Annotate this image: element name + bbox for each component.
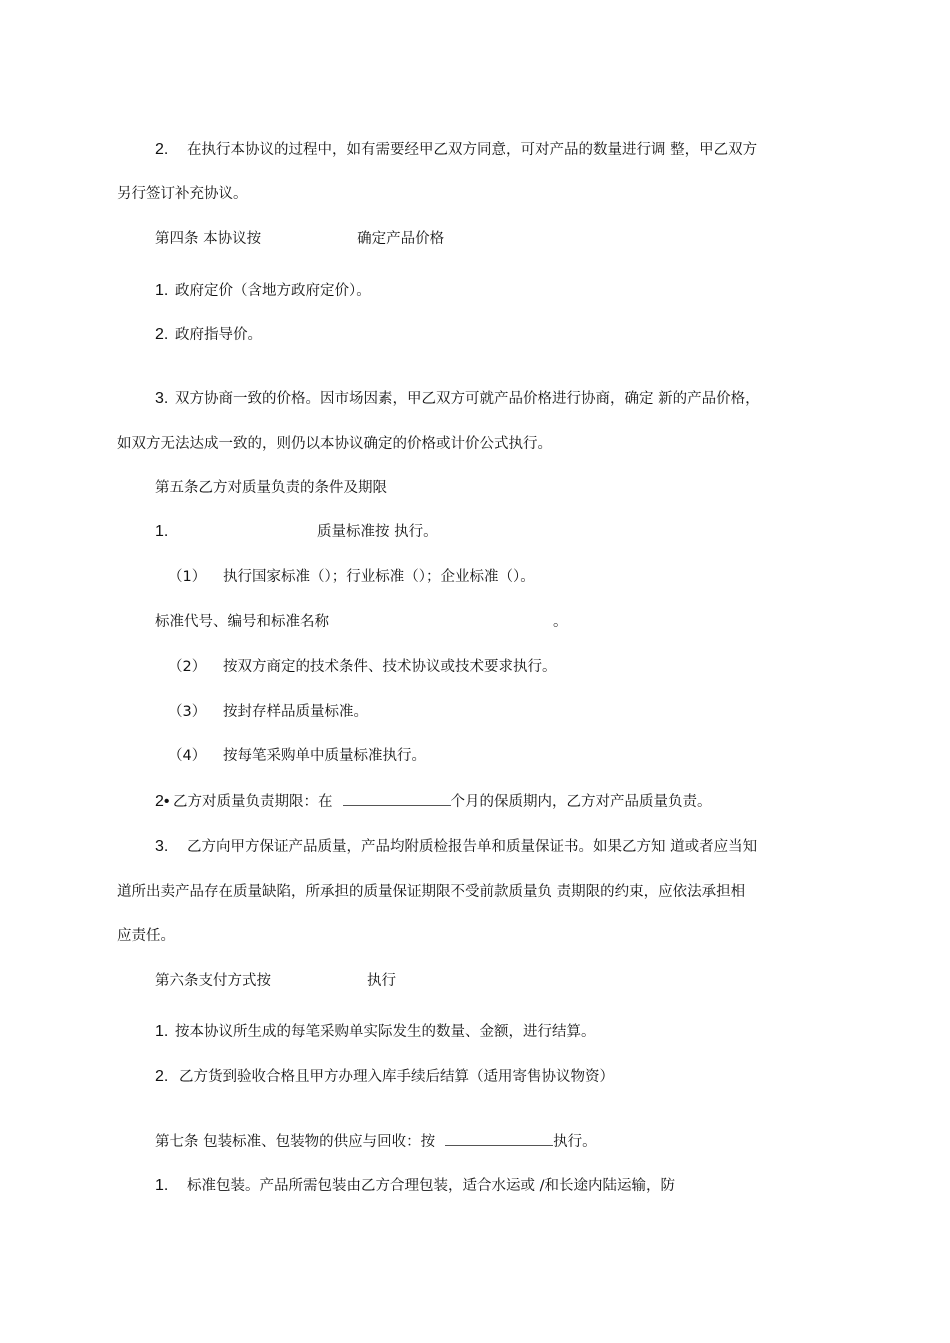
clause4-title	[155, 229, 444, 249]
clause6-title	[155, 971, 396, 991]
fill-in-blank	[445, 1131, 553, 1146]
paragraph-text: 乙方货到验收合格且甲方办理入库手续后结算（适用寄售协议物资）	[179, 1069, 614, 1085]
item-number: 2•	[155, 793, 170, 810]
clause6-item2	[155, 1067, 614, 1087]
heading-text: 第五条乙方对质量负责的条件及期限	[155, 480, 387, 496]
clause6-item1	[155, 1022, 596, 1042]
paragraph-text: 按每笔采购单中质量标准执行。	[223, 748, 426, 764]
paragraph-text: 应责任。	[117, 928, 175, 944]
heading-text: 执行。	[553, 1134, 597, 1150]
paragraph-text: 按双方商定的技术条件、技术协议或技术要求执行。	[223, 659, 557, 675]
paragraph-text: 标准包装。产品所需包装由乙方合理包装，适合水运或 /和长途内陆运输，防	[187, 1178, 675, 1194]
clause3-item2-line1	[155, 140, 757, 160]
sub-item-number: （1）	[168, 569, 207, 585]
paragraph-text: 乙方向甲方保证产品质量，产品均附质检报告单和质量保证书。如果乙方知 道或者应当知	[187, 839, 758, 855]
sub-item-number: （4）	[168, 748, 207, 764]
heading-text: 第七条 包装标准、包装物的供应与回收：按	[155, 1134, 436, 1150]
paragraph-text: 政府指导价。	[175, 327, 262, 343]
paragraph-text: 政府定价（含地方政府定价）。	[175, 283, 371, 299]
clause5-standard-name-line	[155, 612, 568, 632]
item-number: 1.	[155, 1177, 169, 1194]
heading-text: 执行	[367, 973, 396, 989]
heading-text: 第四条 本协议按	[155, 231, 262, 247]
paragraph-text: 道所出卖产品存在质量缺陷，所承担的质量保证期限不受前款质量负 责期限的约束，应依法承担相	[117, 884, 746, 900]
paragraph-text: 双方协商一致的价格。因市场因素，甲乙双方可就产品价格进行协商，确定 新的产品价格，	[175, 391, 760, 407]
clause5-item3-line3	[117, 926, 175, 946]
item-number: 1.	[155, 1023, 169, 1040]
clause7-title	[155, 1131, 597, 1152]
clause5-title	[155, 478, 387, 498]
punctuation: 。	[553, 614, 568, 630]
clause4-item2	[155, 325, 262, 345]
clause5-sub2	[168, 657, 557, 677]
paragraph-text: 执行国家标准（）；行业标准（）；企业标准（）。	[223, 569, 535, 585]
paragraph-text: 另行签订补充协议。	[117, 186, 248, 202]
item-number: 3.	[155, 838, 169, 855]
sub-item-number: （3）	[168, 704, 207, 720]
clause3-item2-line2	[117, 184, 248, 204]
paragraph-text: 质量标准按 执行。	[317, 524, 438, 540]
heading-text: 确定产品价格	[357, 231, 445, 247]
clause5-item2	[155, 791, 712, 812]
clause5-item3-line1	[155, 837, 757, 857]
heading-text: 第六条支付方式按	[155, 973, 271, 989]
clause5-item1	[155, 522, 438, 542]
clause4-item1	[155, 281, 371, 301]
paragraph-text: 在执行本协议的过程中，如有需要经甲乙双方同意，可对产品的数量进行调 整，甲乙双方	[187, 142, 758, 158]
paragraph-text: 如双方无法达成一致的，则仍以本协议确定的价格或计价公式执行。	[117, 436, 552, 452]
item-number: 1.	[155, 282, 169, 299]
sub-item-number: （2）	[168, 659, 207, 675]
field-label: 标准代号、编号和标准名称	[155, 614, 329, 630]
clause5-item3-line2	[117, 882, 745, 902]
item-number: 1.	[155, 523, 169, 540]
clause5-sub1	[168, 567, 535, 587]
item-number: 2.	[155, 1068, 169, 1085]
paragraph-text: 按封存样品质量标准。	[223, 704, 368, 720]
clause4-item3-line2	[117, 434, 552, 454]
item-number: 2.	[155, 141, 169, 158]
clause4-item3-line1	[155, 389, 760, 409]
clause7-item1	[155, 1176, 675, 1196]
paragraph-text: 个月的保质期内，乙方对产品质量负责。	[450, 794, 712, 810]
clause5-sub3	[168, 702, 368, 722]
item-number: 3.	[155, 390, 169, 407]
clause5-sub4	[168, 746, 426, 766]
fill-in-blank	[343, 791, 451, 806]
paragraph-text: 乙方对质量负责期限：在	[173, 794, 333, 810]
paragraph-text: 按本协议所生成的每笔采购单实际发生的数量、金额，进行结算。	[175, 1024, 596, 1040]
item-number: 2.	[155, 326, 169, 343]
